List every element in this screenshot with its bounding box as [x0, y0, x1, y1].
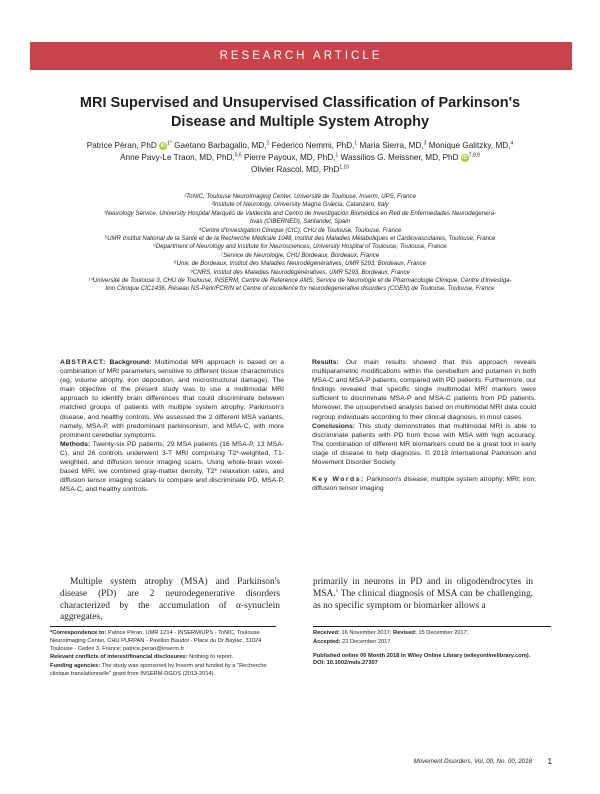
conclusions-text: This study demonstrates that multimodal MRI is able to discriminate patients with PD from those with MSA with high accuracy. The combination of different MR biomarkers could be a great tool in early stage of disease to help diagnosis. © 2018 International Parkinson and Movement Disorder Society: [312, 422, 536, 467]
key-words-label: Key Words:: [312, 476, 365, 484]
author-1-sup: 1*: [167, 140, 172, 147]
results-text: Our main results showed that this approach reveals multiparametric modifications within the cerebellum and putamen in both MSA-C and MSA-P patients, compared with PD patients. Furthermore, our findings revealed that specific single multimodal MRI markers were sufficient to discriminate MSA-P and MSA-C patients from PD patients. Moreover, the unsupervised analysis based on multimodal MRI data could regroup individuals according to their clinical diagnosis, in most cases.: [312, 359, 536, 421]
article-title: [40, 94, 560, 132]
body-right-part-2: The clinical diagnosis of MSA can be challenging, as no specific symptom or biomarker allows a: [313, 588, 533, 611]
article-type-banner: RESEARCH ARTICLE: [30, 42, 572, 70]
footnotes-left: [50, 630, 270, 680]
affiliation: tion Clinique CIC1436, Réseau NS-Park/FCRIN et Centre of excellence for neurodegenerative disorders (COEN) de Toulouse, Toulouse, France: [105, 285, 495, 293]
received-date: 16 November 2017;: [341, 630, 392, 636]
abstract-box: [60, 358, 536, 528]
funding-label: Funding agencies:: [50, 663, 101, 670]
author-2: Gaetano Barbagallo, MD,: [174, 141, 267, 150]
conflicts-text: Nothing to report.: [189, 654, 234, 661]
key-words-text: Parkinson's disease; multiple system atrophy; MRI; iron; diffusion tensor imaging: [312, 476, 536, 493]
title-line-1: MRI Supervised and Unsupervised Classification of Parkinson's: [79, 95, 521, 111]
author-5-sup: 4: [510, 140, 514, 147]
journal-footer: Movement Disorders, Vol. 00, No. 00, 2018: [413, 758, 532, 765]
key-words: [312, 475, 536, 493]
affiliation: ¹ToNIC, Toulouse NeuroImaging Center, Université de Toulouse, Inserm, UPS, France: [183, 193, 416, 200]
author-6: Anne Pavy-Le Traon, MD, PhD,: [120, 153, 235, 162]
abstract-conclusions: [312, 422, 536, 467]
background-label: Background:: [109, 359, 152, 366]
author-1: Patrice Péran, PhD: [86, 141, 157, 150]
funding-text: The study was sponsored by Inserm and funded by a "Recherche clinique translationnelle" grant from INSERM-DGOS (2013-2014).: [50, 663, 267, 677]
correspondence: [50, 630, 270, 653]
body-text-right: [313, 577, 533, 612]
abstract-methods: [60, 440, 284, 495]
background-text: Multimodal MRI approach is based on a combination of MRI parameters sensitive to different tissue characteristics (eg, volume atrophy, iron deposition, and microstructural damage). The main objective of the present study was to use a multimodal MRI approach to identify brain differences that could discriminate between matched groups of patients with multiple system atrophy, Parkinson's disease, and healthy controls. We assessed the 2 different MSA variants, namely, MSA-P, with predominant parkinsonism, and MSA-C, with more prominent cerebellar symptoms.: [60, 359, 285, 439]
author-9: Olivier Rascol, MD, PhD: [251, 165, 340, 174]
author-3-sup: 1: [354, 140, 358, 147]
methods-label: Methods:: [60, 440, 91, 448]
author-4: Maria Sierra, MD,: [359, 141, 424, 150]
title-line-2: Disease and Multiple System Atrophy: [170, 114, 430, 130]
author-list: [50, 140, 550, 176]
results-label: Results:: [312, 359, 339, 366]
author-2-sup: 2: [266, 140, 270, 147]
author-3: Federico Nemmi, PhD,: [271, 141, 355, 150]
affiliation: ⁴Centre d'Investigation Clinique (CIC), CHU de Toulouse, Toulouse, France: [198, 226, 402, 234]
affiliation: ⁶Department of Neurology and Institute for Neurosciences, University Hospital of Toulouse, Toulouse, France: [153, 243, 447, 251]
revised-date: 15 December 2017;: [418, 630, 469, 636]
citation-1[interactable]: 1: [335, 588, 339, 594]
footnotes-right: [313, 630, 533, 669]
accepted: [313, 639, 533, 647]
abstract-background: [60, 358, 284, 440]
revised-label: Revised:: [393, 630, 417, 636]
conflicts-label: Relevant conflicts of interest/financial disclosures:: [50, 654, 188, 661]
abstract-right-column: [312, 358, 536, 493]
publication-info: Published online 00 Month 2018 in Wiley Online Library (wileyonlinelibrary.com). DOI: 10.1002/mds.27307: [313, 652, 531, 667]
author-7: Pierre Payoux, MD, PhD,: [244, 153, 336, 162]
author-5: Monique Galitzky, MD,: [428, 141, 511, 150]
conflicts: [50, 654, 270, 662]
affiliation: ⁸Univ. de Bordeaux, Institut des Maladies Neurodégénératives, UMR 5293, Bordeaux, France: [173, 260, 427, 268]
author-4-sup: 3: [423, 140, 427, 147]
affiliation: tivas (CIBERNED), Santander, Spain: [250, 218, 350, 226]
affiliation: ¹⁰Université de Toulouse 3, CHU de Toulouse, INSERM, Centre de Reference AMS, Service de Neurologie et de Pharmacologie Clinique, Centre d'Investiga-: [88, 277, 512, 285]
page-number: 1: [547, 757, 552, 766]
author-9-sup: 1,10: [339, 164, 349, 171]
author-7-sup: 1: [335, 152, 339, 159]
affiliation: ²Institute of Neurology, University Magna Græcia, Catanzaro, Italy: [211, 201, 389, 209]
affiliation: ⁵UMR Institut National de la Santé et de la Recherche Médicale 1048, Institut des Maladies Métaboliques et Cardiovasculaires, Toulouse, France: [104, 235, 496, 243]
author-6-sup: 5,6: [234, 152, 242, 159]
accepted-label: Accepted:: [313, 638, 341, 645]
abstract-heading: ABSTRACT:: [60, 359, 107, 366]
methods-text: Twenty-six PD patients, 29 MSA patients (16 MSA-P, 13 MSA-C), and 26 controls underwent 3-T MRI comprising T2*-weighted, T1-weighted, and diffusion tensor imaging scans. Using whole-brain voxel-based MRI, we combined gray-matter density, T2* relaxation rates, and diffusion tensor imaging scalars to compare and discriminate PD, MSA-P, MSA-C, and healthy controls.: [60, 440, 284, 494]
orcid-icon[interactable]: iD: [462, 154, 468, 161]
dates: [313, 630, 533, 638]
orcid-icon[interactable]: iD: [160, 142, 166, 149]
funding: [50, 663, 270, 679]
abstract-left-column: [60, 358, 284, 494]
received-label: Received:: [313, 630, 340, 636]
affiliation: ³Neurology Service, University Hospital Marqués de Valdecilla and Centro de Investigación Biomédica en Red de Enfermedades Neurodegenera-: [103, 209, 497, 217]
abstract-results: [312, 358, 536, 422]
author-8: Wassilios G. Meissner, MD, PhD: [340, 153, 459, 162]
body-right-part-1: primarily in neurons in PD and in oligodendrocytes in MSA.: [313, 577, 533, 599]
author-8-sup: 7,8,9: [468, 152, 480, 159]
footnote-divider-left: [50, 626, 276, 627]
affiliation-list: [46, 193, 554, 294]
accepted-date: 22 December 2017: [342, 638, 391, 645]
correspondence-text: Patrice Péran, UMR 1214 - INSERM/UPS - ToNIC, Toulouse NeuroImaging Center, CHU PURPAN - Pavillon Baudot - Place du Dr Baylac, 31024 Toulouse - Cedex 3, France; patrice.peran@inserm.fr: [50, 630, 262, 652]
body-text-left: Multiple system atrophy (MSA) and Parkinson's disease (PD) are 2 neurodegenerative disorders characterized by the accumulation of α-synuclein aggregates,: [60, 577, 280, 623]
correspondence-label: *Correspondence to:: [50, 630, 107, 636]
affiliation: ⁷Service de Neurologie, CHU Bordeaux, Bordeaux, France: [220, 251, 380, 259]
conclusions-label: Conclusions:: [312, 422, 356, 430]
affiliation: ⁹CNRS, Institut des Maladies Neurodégénératives, UMR 5293, Bordeaux, France: [190, 268, 410, 276]
footnote-divider-right: [313, 626, 551, 627]
